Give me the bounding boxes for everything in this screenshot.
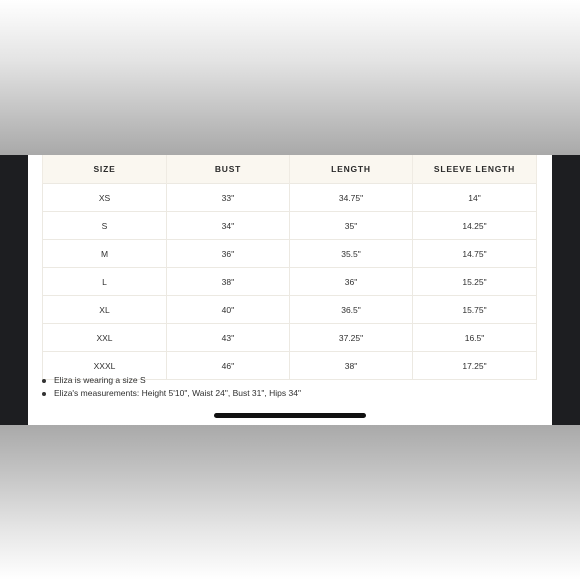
cell-bust: 36'': [167, 240, 290, 268]
cell-sleeve-length: 14.25": [413, 212, 537, 240]
cell-size: S: [43, 212, 167, 240]
cell-sleeve-length: 14": [413, 184, 537, 212]
header-bust: BUST: [167, 155, 290, 184]
table-row: [43, 240, 537, 268]
cell-sleeve-length: 16.5": [413, 324, 537, 352]
cell-length: 35.5": [290, 240, 413, 268]
header-sleeve-length: SLEEVE LENGTH: [413, 155, 537, 184]
cell-length: 36": [290, 268, 413, 296]
cell-size: XXL: [43, 324, 167, 352]
cell-length: 35": [290, 212, 413, 240]
cell-size: XXXL: [43, 352, 167, 380]
cell-sleeve-length: 17.25": [413, 352, 537, 380]
list-item: [42, 374, 301, 387]
cell-length: 34.75": [290, 184, 413, 212]
cell-size: XL: [43, 296, 167, 324]
home-indicator-bar[interactable]: [214, 413, 366, 418]
header-size: SIZE: [43, 155, 167, 184]
bullet-icon: [42, 379, 46, 383]
cell-bust: 46'': [167, 352, 290, 380]
cell-sleeve-length: 15.75": [413, 296, 537, 324]
header-length: LENGTH: [290, 155, 413, 184]
table-row: [43, 268, 537, 296]
cell-sleeve-length: 15.25": [413, 268, 537, 296]
note-text: Eliza is wearing a size S: [54, 375, 146, 385]
cell-bust: 33'': [167, 184, 290, 212]
cell-size: L: [43, 268, 167, 296]
note-text: Eliza's measurements: Height 5'10", Waist 24", Bust 31", Hips 34": [54, 388, 301, 398]
cell-bust: 43'': [167, 324, 290, 352]
table-row: [43, 324, 537, 352]
table-row: [43, 296, 537, 324]
cell-bust: 40'': [167, 296, 290, 324]
list-item: [42, 387, 301, 400]
table-row: [43, 212, 537, 240]
cell-length: 38": [290, 352, 413, 380]
cell-length: 37.25": [290, 324, 413, 352]
cell-bust: 34'': [167, 212, 290, 240]
cell-size: M: [43, 240, 167, 268]
cell-sleeve-length: 14.75": [413, 240, 537, 268]
table-row: [43, 184, 537, 212]
cell-bust: 38'': [167, 268, 290, 296]
size-chart-table: [42, 155, 537, 380]
bullet-icon: [42, 392, 46, 396]
model-notes-list: [42, 374, 301, 400]
table-header-row: [43, 155, 537, 184]
cell-length: 36.5": [290, 296, 413, 324]
cell-size: XS: [43, 184, 167, 212]
size-chart-card: [28, 155, 552, 425]
